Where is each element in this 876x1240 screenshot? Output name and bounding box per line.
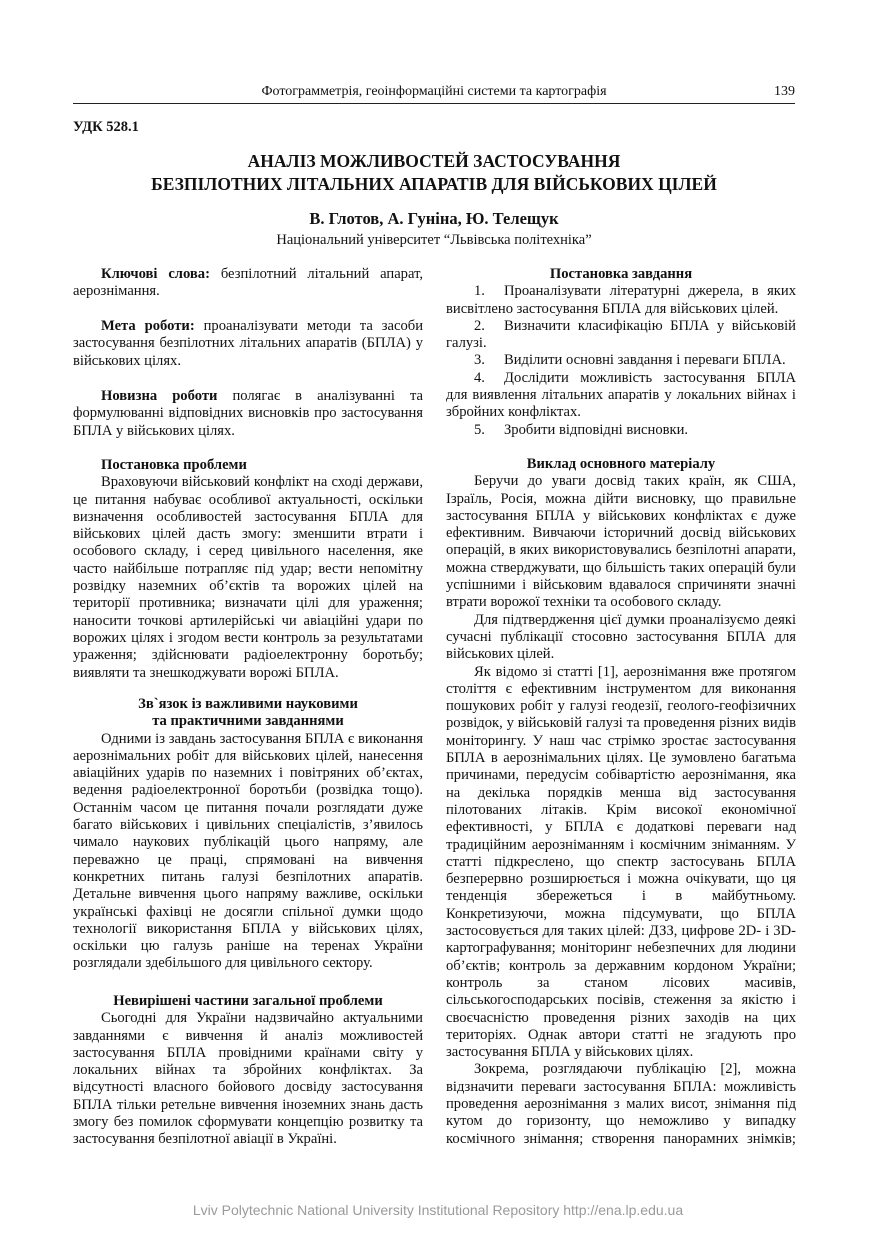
- main-paragraph: Для підтвердження цієї думки проаналізуємо деякі сучасні публікації стосовно застосування БПЛА для військових цілей.: [446, 611, 796, 663]
- novelty-text: полягає в аналізуванні та формулюванні відповідних висновків про застосування БПЛА у військових цілях.: [73, 388, 423, 439]
- header-rule: [73, 103, 795, 104]
- problem-section: [73, 457, 423, 682]
- tasks-list: [446, 283, 796, 439]
- unresolved-section: [73, 993, 423, 1149]
- title-line-2: БЕЗПІЛОТНИХ ЛІТАЛЬНИХ АПАРАТІВ ДЛЯ ВІЙСЬКОВИХ ЦІЛЕЙ: [151, 174, 717, 194]
- article-title: [73, 150, 795, 196]
- tasks-heading: Постановка завдання: [549, 266, 693, 282]
- novelty-label: Новизна роботи: [101, 388, 218, 404]
- unresolved-text: Сьогодні для України надзвичайно актуальними завданнями є вивчення й аналіз можливостей застосування БПЛА провідними країнами світу у локальних війнах та збройних конфліктах. За відсутності власного бойового досвіду застосування БПЛА тільки ретельне вивчення іноземних знань дасть змогу без помилок сформувати концепцію розвитку та застосування безпілотної авіації в Україні.: [73, 1010, 423, 1148]
- authors: В. Глотов, А. Гуніна, Ю. Телещук: [309, 209, 559, 228]
- journal-title: Фотограмметрія, геоінформаційні системи та картографія: [261, 84, 607, 99]
- task-item: 3. Виділити основні завдання і переваги БПЛА.: [474, 352, 786, 369]
- unresolved-heading: Невирішені частини загальної проблеми: [113, 993, 383, 1009]
- link-heading-2: та практичними завданнями: [152, 713, 344, 730]
- link-section: [73, 696, 423, 973]
- page-number: 139: [774, 84, 795, 99]
- title-line-1: АНАЛІЗ МОЖЛИВОСТЕЙ ЗАСТОСУВАННЯ: [247, 151, 621, 171]
- aim: [73, 318, 423, 370]
- affiliation: Національний університет “Львівська політехніка”: [276, 232, 592, 248]
- keywords-text: безпілотний літальний апарат, аерознімання.: [73, 266, 424, 300]
- task-item: 2. Визначити класифікацію БПЛА у військовій галузі.: [446, 317, 796, 352]
- udk-code: УДК 528.1: [73, 119, 139, 135]
- task-item: 4. Дослідити можливість застосування БПЛА для виявлення літальних апаратів у локальних війнах і збройних конфліктах.: [446, 369, 796, 421]
- running-header: [73, 84, 795, 102]
- link-text: Одними із завдань застосування БПЛА є виконання аерознімальних робіт для військових цілей, нанесення авіаційних ударів по наземних і повітряних об’єктах, ведення радіоелектронної боротьби (розвідка тощо). Останнім часом це питання почали розглядати дуже багато військових і цивільних спеціалістів, з’явилось чимало наукових публікацій цього напряму, але переважно це праці, спрямовані на вивчення конкретних питань галузі безпілотних апаратів. Детальне вивчення цього напряму важливе, оскільки українські фахівці не досягли спільної думки щодо технології використання БПЛА у військових цілях, оскільки цю галузь раніше на теренах України розглядали здебільшого для цивільного сектору.: [73, 730, 423, 972]
- repository-watermark: Lviv Polytechnic National University Institutional Repository http://ena.lp.edu.ua: [192, 1202, 684, 1218]
- tasks-section: [446, 266, 796, 439]
- main-heading: Виклад основного матеріалу: [526, 456, 716, 472]
- problem-heading: Постановка проблеми: [101, 457, 247, 473]
- problem-text: Враховуючи військовий конфлікт на сході держави, це питання набуває особливої актуальності, оскільки визначення особливостей застосування БПЛА для військових цілей дасть змогу: зменшити втрати і особового складу, і серед цивільного населення, яке часто найбільше потрапляє під удар; вести непомітну розвідку наземних об’єктів та ворожих цілей на території противника; визначати цілі для ураження; наносити точкові артилерійські чи авіаційні удари по ворожих цілях і згодом вести контроль за результатами ураження; здійснювати радіоелектронну боротьбу; виявляти та знешкоджувати ворожі БПЛА.: [73, 474, 423, 681]
- novelty: [73, 388, 423, 440]
- keywords-label: Ключові слова:: [101, 266, 210, 282]
- task-item: 5. Зробити відповідні висновки.: [474, 421, 689, 438]
- link-heading-1: Зв`язок із важливими науковими: [138, 696, 358, 712]
- aim-label: Мета роботи:: [101, 318, 195, 334]
- main-paragraph: Беручи до уваги досвід таких країн, як США, Ізраїль, Росія, можна дійти висновку, що правильне застосування БПЛА у військових конфліктах є дуже ефективним. Вивчаючи історичний досвід військових операцій, в яких використовувались безпілотні апарати, можна стверджувати, що більшість таких операцій були успішними і військовим вдавалося спричиняти значні втрати ворожої техніки та особового складу.: [446, 473, 796, 611]
- aim-text: проаналізувати методи та засоби застосування безпілотних літальних апаратів (БПЛА) у військових цілях.: [73, 318, 423, 369]
- main-paragraph: Як відомо зі статті [1], аерознімання вже протягом століття є ефективним інструментом для виконання пошукових робіт у галузі геодезії, геолого-геофізичних розвідок, у військовій галузі та проведення різних видів моніторингу. У наш час стрімко зростає застосування БПЛА в аерознімальних цілях. Це зумовлено багатьма причинами, передусім собівартістю аерознімання, яка на декілька порядків менша від застосування пілотованих літаків. Крім високої економічної ефективності, у БПЛА є додаткові переваги над традиційним аерозніманням і космічним зніманням. У статті підкреслено, що спектр застосувань БПЛА безперервно розширюється і можна очікувати, що ця тенденція збережеться і в майбутньому. Конкретизуючи, можна підсумувати, що БПЛА застосовується для таких цілей: ДЗЗ, цифрове 2D- і 3D-картографування; моніторинг небезпечних для людини об’єктів; контроль за державним кордоном України; контроль за станом лісових масивів, сільськогосподарських посівів, стеження за якістю і своєчасністю проведення різних заходів на цих територіях. Однак автори статті не згадують про застосування БПЛА у військових цілях.: [446, 663, 796, 1061]
- keywords: [73, 266, 423, 301]
- main-section: [446, 456, 796, 1148]
- task-item: 1. Проаналізувати літературні джерела, в яких висвітлено застосування БПЛА для військових цілей.: [446, 283, 796, 317]
- main-paragraph: Зокрема, розглядаючи публікацію [2], можна відзначити переваги застосування БПЛА: можливість проведення аерознімання з малих висот, знімання під кутом до горизонту, що неможливо у випадку космічного знімання; створення панорамних знімків;: [446, 1061, 796, 1147]
